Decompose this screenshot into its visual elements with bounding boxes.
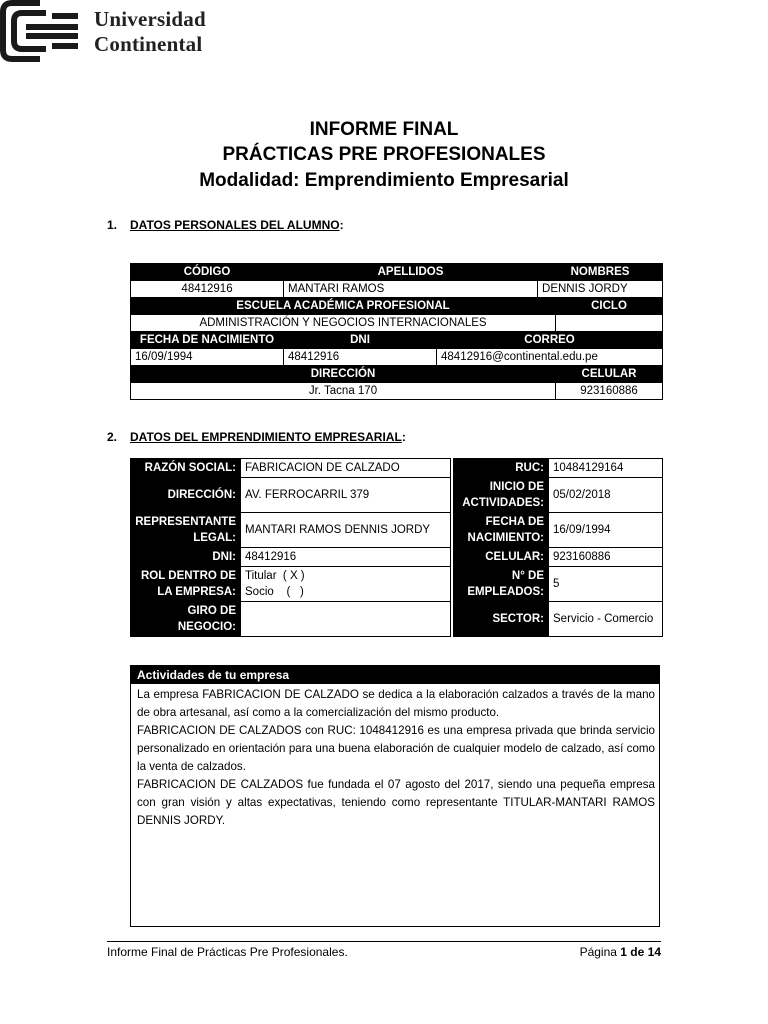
- report-title: INFORME FINAL: [309, 119, 459, 140]
- page-total: 14: [647, 945, 661, 959]
- value-fecha-nacimiento: 16/09/1994: [549, 513, 663, 548]
- value-razon-social: FABRICACION DE CALZADO: [241, 459, 451, 478]
- personal-data-table: [130, 263, 663, 400]
- value-escuela: ADMINISTRACIÓN Y NEGOCIOS INTERNACIONALES: [131, 315, 556, 332]
- value-giro: [241, 602, 451, 637]
- key-inicio-actividades: INICIO DE ACTIVIDADES:: [454, 478, 549, 513]
- key-dni: DNI:: [131, 548, 241, 567]
- header-nombres: NOMBRES: [538, 264, 663, 281]
- header-fecha-nacimiento: FECHA DE NACIMIENTO: [131, 332, 284, 349]
- activities-paragraph-3: FABRICACION DE CALZADOS fue fundada el 07 agosto del 2017, siendo una pequeña empresa con gran visión y altas expectativas, teniendo como representante TITULAR-MANTARI RAMOS DENNIS JORDY.: [137, 778, 655, 827]
- key-giro: GIRO DE NEGOCIO:: [131, 602, 241, 637]
- header-dni: DNI: [284, 332, 437, 349]
- section-2-header: [107, 430, 406, 444]
- footer-page-number: [580, 945, 661, 959]
- value-ruc: 10484129164: [549, 459, 663, 478]
- value-empleados: 5: [549, 567, 663, 602]
- value-dni: 48412916: [241, 548, 451, 567]
- section-2-colon: :: [401, 430, 406, 444]
- activities-heading: Actividades de tu empresa: [131, 666, 659, 684]
- value-fecha-nacimiento: 16/09/1994: [131, 349, 284, 366]
- value-nombres: DENNIS JORDY: [538, 281, 663, 298]
- page-prefix: Página: [579, 945, 621, 959]
- header-escuela: ESCUELA ACADÉMICA PROFESIONAL: [131, 298, 556, 315]
- value-sector: Servicio - Comercio: [549, 602, 663, 637]
- logo-line-2: Continental: [94, 32, 203, 56]
- key-representante: REPRESENTANTE LEGAL:: [131, 513, 241, 548]
- value-rol: [241, 567, 451, 602]
- key-razon-social: RAZÓN SOCIAL:: [131, 459, 241, 478]
- section-1-label: DATOS PERSONALES DEL ALUMNO: [130, 218, 340, 232]
- page-mid: de: [626, 945, 648, 959]
- logo-line-1: Universidad: [94, 7, 206, 31]
- key-empleados: N° DE EMPLEADOS:: [454, 567, 549, 602]
- key-sector: SECTOR:: [454, 602, 549, 637]
- header-apellidos: APELLIDOS: [284, 264, 538, 281]
- section-1-colon: :: [339, 218, 344, 232]
- activities-paragraph-2: FABRICACION DE CALZADOS con RUC: 1048412916 es una empresa privada que brinda servicio personalizado en orientación para una buena elaboración de cualquier modelo de calzado, así como la venta de calzados.: [137, 724, 655, 773]
- header-celular: CELULAR: [556, 366, 663, 383]
- rol-socio: Socio ( ): [245, 586, 304, 598]
- value-apellidos: MANTARI RAMOS: [284, 281, 538, 298]
- header-ciclo: CICLO: [556, 298, 663, 315]
- continental-emblem-icon: [0, 0, 80, 62]
- footer-title: Informe Final de Prácticas Pre Profesionales.: [107, 945, 348, 959]
- section-2-label: DATOS DEL EMPRENDIMIENTO EMPRESARIAL: [130, 430, 402, 444]
- key-rol: ROL DENTRO DE LA EMPRESA:: [131, 567, 241, 602]
- value-inicio-actividades: 05/02/2018: [549, 478, 663, 513]
- header-codigo: CÓDIGO: [131, 264, 284, 281]
- business-data-table: [130, 458, 663, 637]
- value-codigo: 48412916: [131, 281, 284, 298]
- university-logo: [0, 0, 212, 62]
- key-fecha-nacimiento: FECHA DE NACIMIENTO:: [454, 513, 549, 548]
- activities-box: [130, 665, 660, 927]
- header-correo: CORREO: [437, 332, 663, 349]
- header-direccion: DIRECCIÓN: [131, 366, 556, 383]
- value-celular: 923160886: [556, 383, 663, 400]
- section-1-number: 1.: [107, 218, 118, 232]
- value-direccion: AV. FERROCARRIL 379: [241, 478, 451, 513]
- section-1-header: [107, 218, 344, 232]
- key-celular: CELULAR:: [454, 548, 549, 567]
- value-celular: 923160886: [549, 548, 663, 567]
- value-correo: 48412916@continental.edu.pe: [437, 349, 663, 366]
- value-direccion: Jr. Tacna 170: [131, 383, 556, 400]
- value-dni: 48412916: [284, 349, 437, 366]
- activities-body: [131, 684, 659, 830]
- section-2-number: 2.: [107, 430, 118, 444]
- value-ciclo: [556, 315, 663, 332]
- rol-titular: Titular ( X ): [245, 570, 305, 582]
- key-ruc: RUC:: [454, 459, 549, 478]
- key-direccion: DIRECCIÓN:: [131, 478, 241, 513]
- page-current: 1: [620, 945, 627, 959]
- value-representante: MANTARI RAMOS DENNIS JORDY: [241, 513, 451, 548]
- activities-paragraph-1: La empresa FABRICACION DE CALZADO se dedica a la elaboración calzados a través de la mano de obra artesanal, así como a la comercialización del mismo producto.: [137, 688, 655, 719]
- footer-divider: [107, 941, 661, 942]
- report-subtitle: PRÁCTICAS PRE PROFESIONALES: [222, 144, 546, 165]
- report-modality: Modalidad: Emprendimiento Empresarial: [199, 170, 569, 191]
